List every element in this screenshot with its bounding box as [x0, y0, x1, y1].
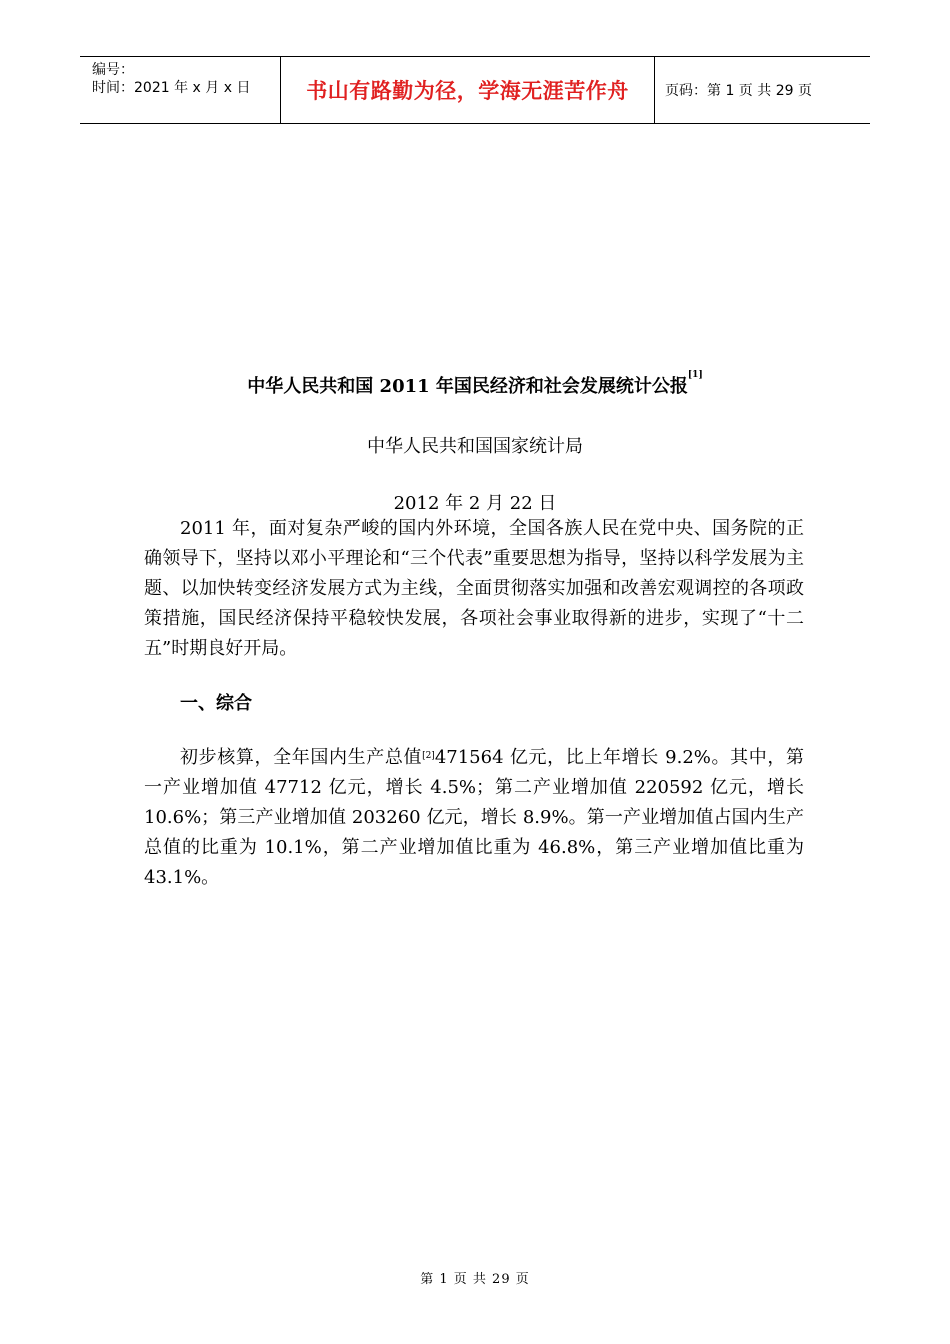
issuing-agency: 中华人民共和国国家统计局: [367, 436, 583, 457]
header-meta: [80, 57, 281, 123]
gdp-footnote-ref[interactable]: [2]: [422, 751, 435, 761]
document-number-label: 编号：: [92, 62, 134, 78]
intro-paragraph: 2011 年，面对复杂严峻的国内外环境，全国各族人民在党中央、国务院的正确领导下，坚持以邓小平理论和“三个代表”重要思想为指导，坚持以科学发展为主题、以加快转变经济发展方式为主线，全面贯彻落实加强和改善宏观调控的各项政策措施，国民经济保持平稳较快发展，各项社会事业取得新的进步，实现了“十二五”时期良好开局。: [144, 518, 804, 659]
document-title-text: 中华人民共和国 2011 年国民经济和社会发展统计公报: [247, 376, 688, 397]
section-paragraph: [144, 743, 804, 893]
title-footnote-ref[interactable]: [1]: [687, 370, 703, 380]
document-time-label: 时间：2021 年 x 月 x 日: [92, 80, 251, 96]
page-footer: 第 1 页 共 29 页: [420, 1272, 530, 1287]
page-header: [80, 56, 870, 124]
section-paragraph-text-a: 初步核算，全年国内生产总值: [180, 747, 423, 768]
section-heading: 一、综合: [180, 693, 252, 714]
document-title: [0, 372, 950, 398]
header-page-info: 页码：第 1 页 共 29 页: [665, 83, 812, 99]
header-motto: 书山有路勤为径，学海无涯苦作舟: [281, 57, 655, 123]
section-paragraph-text-b: 471564 亿元，比上年增长 9.2%。其中，第一产业增加值 47712 亿元，增长 4.5%；第二产业增加值 220592 亿元，增长 10.6%；第三产业增加值 203260 亿元，增长 8.9%。第一产业增加值占国内生产总值的比重为 10.1%，第二产业增加值比重为 46.8%，第三产业增加值比重为 43.1%。: [144, 747, 804, 888]
publication-date: 2012 年 2 月 22 日: [393, 493, 557, 514]
